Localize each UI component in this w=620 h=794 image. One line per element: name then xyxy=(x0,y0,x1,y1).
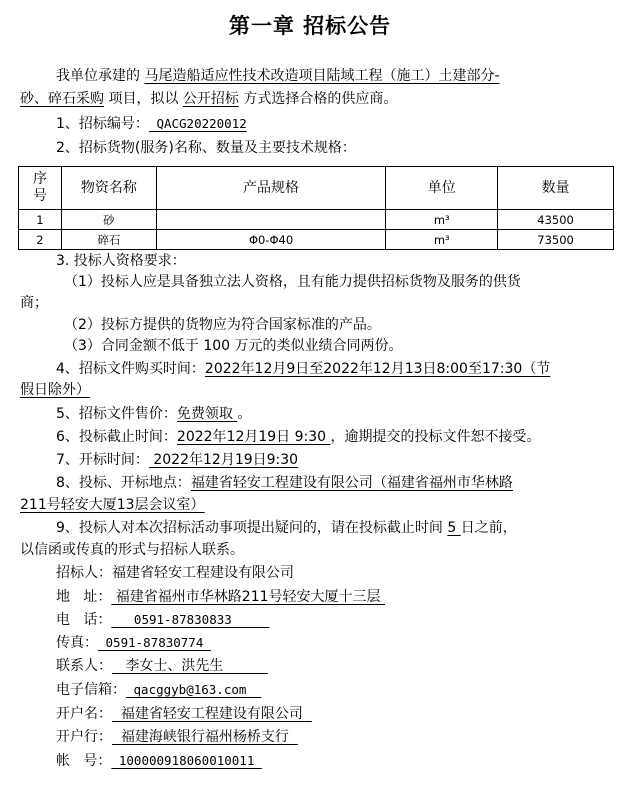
procurement-method: 公开招标 xyxy=(182,91,239,107)
phone-value: 0591-87830833 xyxy=(111,612,270,627)
table-row xyxy=(19,230,614,250)
tender-number-value: QACG20220012 xyxy=(148,116,247,131)
page-title: 第一章 招标公告 xyxy=(228,13,392,38)
bid-location: 8、投标、开标地点：福建省轻安工程建设有限公司（福建省福州市华林路 xyxy=(56,475,513,491)
goods-heading: 2、招标货物(服务)名称、数量及主要技术规格： xyxy=(56,140,356,156)
qualification-2: （2）投标方提供的货物应为符合国家标准的产品。 xyxy=(64,317,381,333)
cell-qty: 43500 xyxy=(498,210,614,230)
table-row xyxy=(19,210,614,230)
phone: 电 话： 0591-87830833 xyxy=(56,612,270,628)
email: 电子信箱： qacggyb@163.com xyxy=(56,682,262,698)
header-seq: 序号 xyxy=(19,167,62,210)
bid-deadline-value: 2022年12月19日 9:30 xyxy=(176,429,331,445)
account-number: 帐 号： 100000918060010011 xyxy=(56,753,262,769)
header-unit: 单位 xyxy=(386,167,498,210)
purchase-time: 4、招标文件购买时间：2022年12月9日至2022年12月13日8:00至17:30（节 xyxy=(56,361,551,377)
bid-location-cont: 211号轻安大厦13层会议室） xyxy=(20,497,205,513)
cell-name: 砂 xyxy=(61,210,156,230)
project-name: 马尾造船适应性技术改造项目陆域工程（施工）土建部分- xyxy=(144,68,500,84)
header-name: 物资名称 xyxy=(61,167,156,210)
bid-deadline: 6、投标截止时间：2022年12月19日 9:30 ，逾期提交的投标文件恕不接受。 xyxy=(56,429,541,445)
header-spec: 产品规格 xyxy=(156,167,386,210)
opening-time: 7、开标时间： 2022年12月19日9:30 xyxy=(56,452,299,468)
tenderer-value: 福建省轻安工程建设有限公司 xyxy=(112,565,294,581)
contact-person: 联系人： 李女士、洪先生 xyxy=(56,658,268,674)
purchase-time-value: 2022年12月9日至2022年12月13日8:00至17:30（节 xyxy=(204,361,551,377)
cell-unit: m³ xyxy=(386,210,498,230)
intro-line-1: 我单位承建的 马尾造船适应性技术改造项目陆域工程（施工）土建部分- xyxy=(56,68,500,84)
contact-person-value: 李女士、洪先生 xyxy=(112,658,268,674)
cell-spec xyxy=(156,210,386,230)
bank-account-name-value: 福建省轻安工程建设有限公司 xyxy=(112,706,312,722)
qualification-3: （3）合同金额不低于 100 万元的类似业绩合同两份。 xyxy=(64,338,403,354)
cell-seq: 1 xyxy=(19,210,62,230)
tender-number: 1、招标编号： QACG20220012 xyxy=(56,116,247,132)
goods-table xyxy=(18,166,614,250)
table-header-row xyxy=(19,167,614,210)
cell-qty: 73500 xyxy=(498,230,614,250)
qualification-heading: 3. 投标人资格要求： xyxy=(56,253,186,269)
document-price-value: 免费领取 xyxy=(176,406,238,422)
bank-value: 福建海峡银行福州杨桥支行 xyxy=(112,729,298,745)
tenderer: 招标人：福建省轻安工程建设有限公司 xyxy=(56,565,294,581)
header-qty: 数量 xyxy=(498,167,614,210)
opening-time-value: 2022年12月19日9:30 xyxy=(148,452,299,468)
bank-account-name: 开户名： 福建省轻安工程建设有限公司 xyxy=(56,706,312,722)
inquiry-note-cont: 以信函或传真的形式与招标人联系。 xyxy=(20,542,244,558)
cell-seq: 2 xyxy=(19,230,62,250)
bid-location-value: 福建省轻安工程建设有限公司（福建省福州市华林路 xyxy=(190,475,513,491)
cell-name: 碎石 xyxy=(61,230,156,250)
cell-spec: Φ0-Φ40 xyxy=(156,230,386,250)
address: 地 址： 福建省福州市华林路211号轻安大厦十三层 xyxy=(56,589,385,605)
purchase-time-cont: 假日除外） xyxy=(20,382,90,398)
inquiry-note: 9、投标人对本次招标活动事项提出疑问的，请在投标截止时间 5 日之前， xyxy=(56,520,517,536)
cell-unit: m³ xyxy=(386,230,498,250)
document-price: 5、招标文件售价：免费领取 。 xyxy=(56,406,252,422)
qualification-1-cont: 商； xyxy=(20,295,48,311)
account-number-value: 100000918060010011 xyxy=(111,753,262,768)
email-value: qacggyb@163.com xyxy=(126,682,262,697)
fax: 传真： 0591-87830774 xyxy=(56,635,211,651)
intro-line-2: 砂、碎石采购 项目，拟以 公开招标 方式选择合格的供应商。 xyxy=(20,91,398,107)
bank: 开户行： 福建海峡银行福州杨桥支行 xyxy=(56,729,298,745)
inquiry-days: 5 xyxy=(447,520,461,536)
fax-value: 0591-87830774 xyxy=(98,635,211,650)
project-name-cont: 砂、碎石采购 xyxy=(20,91,104,107)
qualification-1: （1）投标人应是具备独立法人资格，且有能力提供招标货物及服务的供货 xyxy=(64,274,521,290)
address-value: 福建省福州市华林路211号轻安大厦十三层 xyxy=(111,589,385,605)
